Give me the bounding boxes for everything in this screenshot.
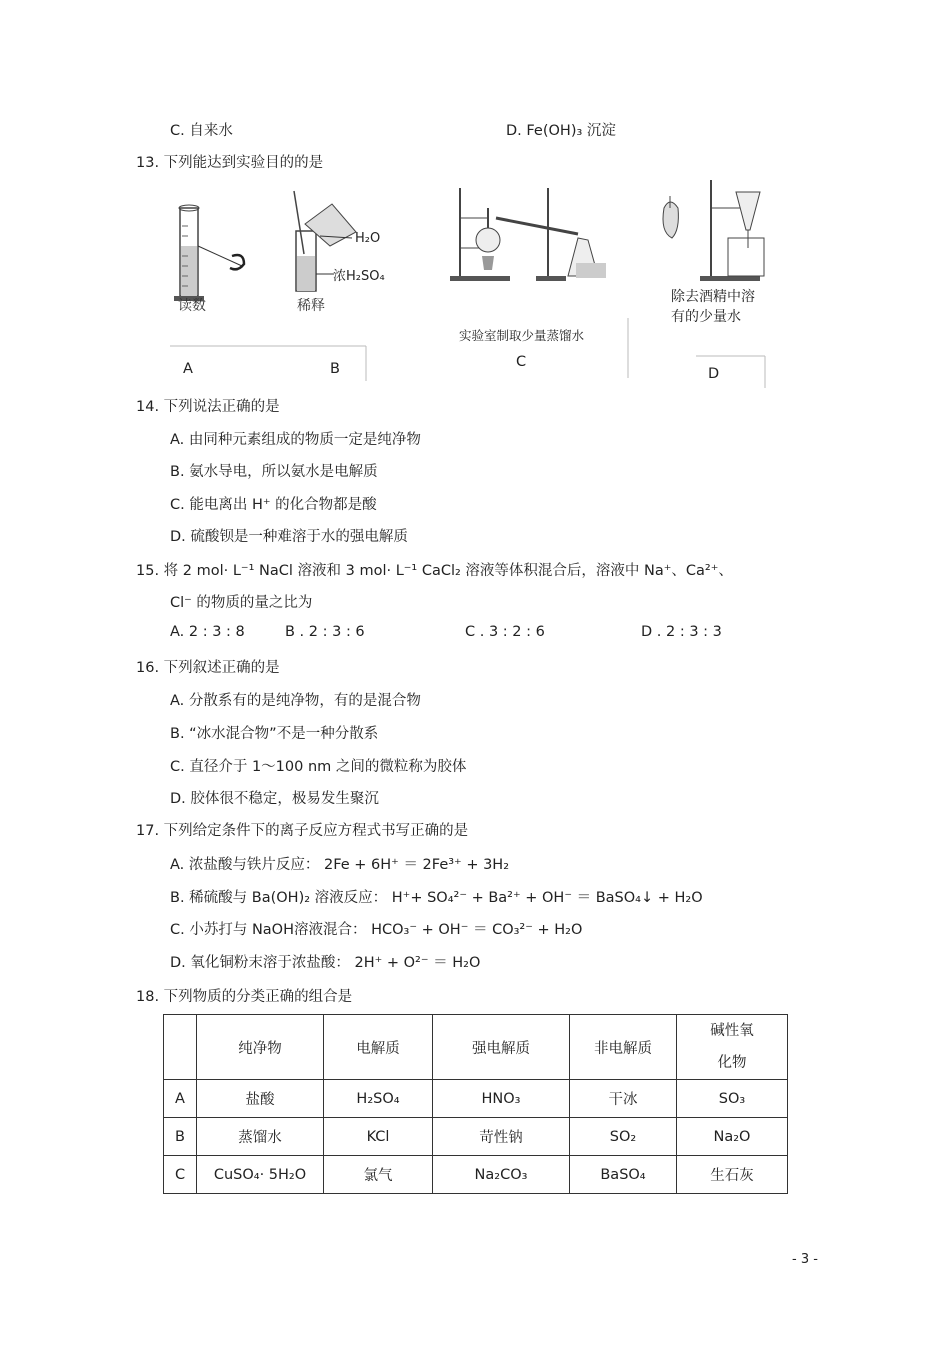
figure-b-caption: 稀释 bbox=[297, 298, 325, 314]
q16-stem: 16. 下列叙述正确的是 bbox=[136, 660, 280, 676]
q17-stem: 17. 下列给定条件下的离子反应方程式书写正确的是 bbox=[136, 823, 469, 839]
table-cell: C bbox=[164, 1156, 197, 1194]
q15-stem-line2: Cl⁻ 的物质的量之比为 bbox=[170, 595, 313, 611]
table-cell: 蒸馏水 bbox=[197, 1118, 324, 1156]
q17-option-b: B. 稀硫酸与 Ba(OH)₂ 溶液反应： H⁺+ SO₄²⁻ + Ba²⁺ + OH⁻ ＝ BaSO₄↓ + H₂O bbox=[170, 890, 703, 906]
q14-option-c: C. 能电离出 H⁺ 的化合物都是酸 bbox=[170, 497, 377, 513]
figure-d-separation bbox=[656, 178, 771, 283]
q15-option-b: B . 2 : 3 : 6 bbox=[285, 624, 365, 640]
q14-option-a: A. 由同种元素组成的物质一定是纯净物 bbox=[170, 432, 421, 448]
table-cell: A bbox=[164, 1080, 197, 1118]
table-cell: Na₂CO₃ bbox=[433, 1156, 570, 1194]
table-cell: CuSO₄· 5H₂O bbox=[197, 1156, 324, 1194]
table-header-row bbox=[164, 1015, 788, 1080]
table-cell: SO₃ bbox=[677, 1080, 788, 1118]
q16-option-c: C. 直径介于 1～100 nm 之间的微粒称为胶体 bbox=[170, 759, 467, 775]
table-cell: 生石灰 bbox=[677, 1156, 788, 1194]
q17-option-d: D. 氧化铜粉末溶于浓盐酸： 2H⁺ + O²⁻ ＝ H₂O bbox=[170, 955, 481, 971]
q13-stem: 13. 下列能达到实验目的的是 bbox=[136, 155, 324, 171]
q15-option-c: C . 3 : 2 : 6 bbox=[465, 624, 545, 640]
table-header-cell bbox=[677, 1015, 788, 1080]
table-cell: HNO₃ bbox=[433, 1080, 570, 1118]
table-header-cell: 电解质 bbox=[324, 1015, 433, 1080]
table-cell: SO₂ bbox=[570, 1118, 677, 1156]
q16-option-b: B. “冰水混合物”不是一种分散系 bbox=[170, 726, 379, 742]
figure-a-letter: A bbox=[183, 361, 193, 377]
figure-ab-frame bbox=[170, 345, 370, 385]
figure-c-frame bbox=[627, 318, 631, 380]
table-header-cell: 非电解质 bbox=[570, 1015, 677, 1080]
table-header-cell: 强电解质 bbox=[433, 1015, 570, 1080]
figure-c-distillation bbox=[448, 178, 618, 283]
table-cell: 苛性钠 bbox=[433, 1118, 570, 1156]
q15-option-a: A. 2 : 3 : 8 bbox=[170, 624, 245, 640]
table-row bbox=[164, 1080, 788, 1118]
classification-table bbox=[163, 1014, 788, 1194]
table-cell: 干冰 bbox=[570, 1080, 677, 1118]
q14-option-b: B. 氨水导电，所以氨水是电解质 bbox=[170, 464, 378, 480]
table-cell: B bbox=[164, 1118, 197, 1156]
figure-d-caption-line1: 除去酒精中溶 bbox=[671, 289, 755, 305]
figure-d-letter: D bbox=[708, 366, 720, 382]
figure-a-caption: 读数 bbox=[178, 298, 206, 314]
figure-b-acid-label: 浓H₂SO₄ bbox=[333, 269, 385, 284]
table-cell: Na₂O bbox=[677, 1118, 788, 1156]
q16-option-d: D. 胶体很不稳定，极易发生聚沉 bbox=[170, 791, 379, 807]
figure-c-letter: C bbox=[516, 354, 527, 370]
q17-option-a: A. 浓盐酸与铁片反应： 2Fe + 6H⁺ ＝ 2Fe³⁺ + 3H₂ bbox=[170, 857, 510, 873]
q14-option-d: D. 硫酸钡是一种难溶于水的强电解质 bbox=[170, 529, 408, 545]
table-cell: KCl bbox=[324, 1118, 433, 1156]
figure-b-water-label: H₂O bbox=[355, 231, 381, 246]
table-cell: H₂SO₄ bbox=[324, 1080, 433, 1118]
header-last-line2: 化物 bbox=[717, 1055, 747, 1071]
table-header-cell: 纯净物 bbox=[197, 1015, 324, 1080]
table-cell: BaSO₄ bbox=[570, 1156, 677, 1194]
figure-b-letter: B bbox=[330, 361, 340, 377]
table-cell: 氯气 bbox=[324, 1156, 433, 1194]
table-row bbox=[164, 1118, 788, 1156]
q16-option-a: A. 分散系有的是纯净物，有的是混合物 bbox=[170, 693, 421, 709]
table-header-cell bbox=[164, 1015, 197, 1080]
figure-d-caption-line2: 有的少量水 bbox=[671, 309, 741, 325]
q15-option-d: D . 2 : 3 : 3 bbox=[641, 624, 722, 640]
table-row bbox=[164, 1156, 788, 1194]
q12-option-d: D. Fe(OH)₃ 沉淀 bbox=[506, 123, 616, 139]
page-number: - 3 - bbox=[792, 1252, 818, 1267]
q15-stem-line1: 15. 将 2 mol· L⁻¹ NaCl 溶液和 3 mol· L⁻¹ CaCl₂ 溶液等体积混合后，溶液中 Na⁺、Ca²⁺、 bbox=[136, 563, 733, 579]
table-cell: 盐酸 bbox=[197, 1080, 324, 1118]
figure-c-caption: 实验室制取少量蒸馏水 bbox=[459, 328, 585, 343]
q14-stem: 14. 下列说法正确的是 bbox=[136, 399, 280, 415]
q18-stem: 18. 下列物质的分类正确的组合是 bbox=[136, 989, 353, 1005]
header-last-line1: 碱性氧 bbox=[710, 1023, 754, 1039]
q12-option-c: C. 自来水 bbox=[170, 123, 233, 139]
q17-option-c: C. 小苏打与 NaOH溶液混合： HCO₃⁻ + OH⁻ ＝ CO₃²⁻ + H₂O bbox=[170, 922, 583, 938]
figure-d-frame bbox=[695, 355, 767, 389]
